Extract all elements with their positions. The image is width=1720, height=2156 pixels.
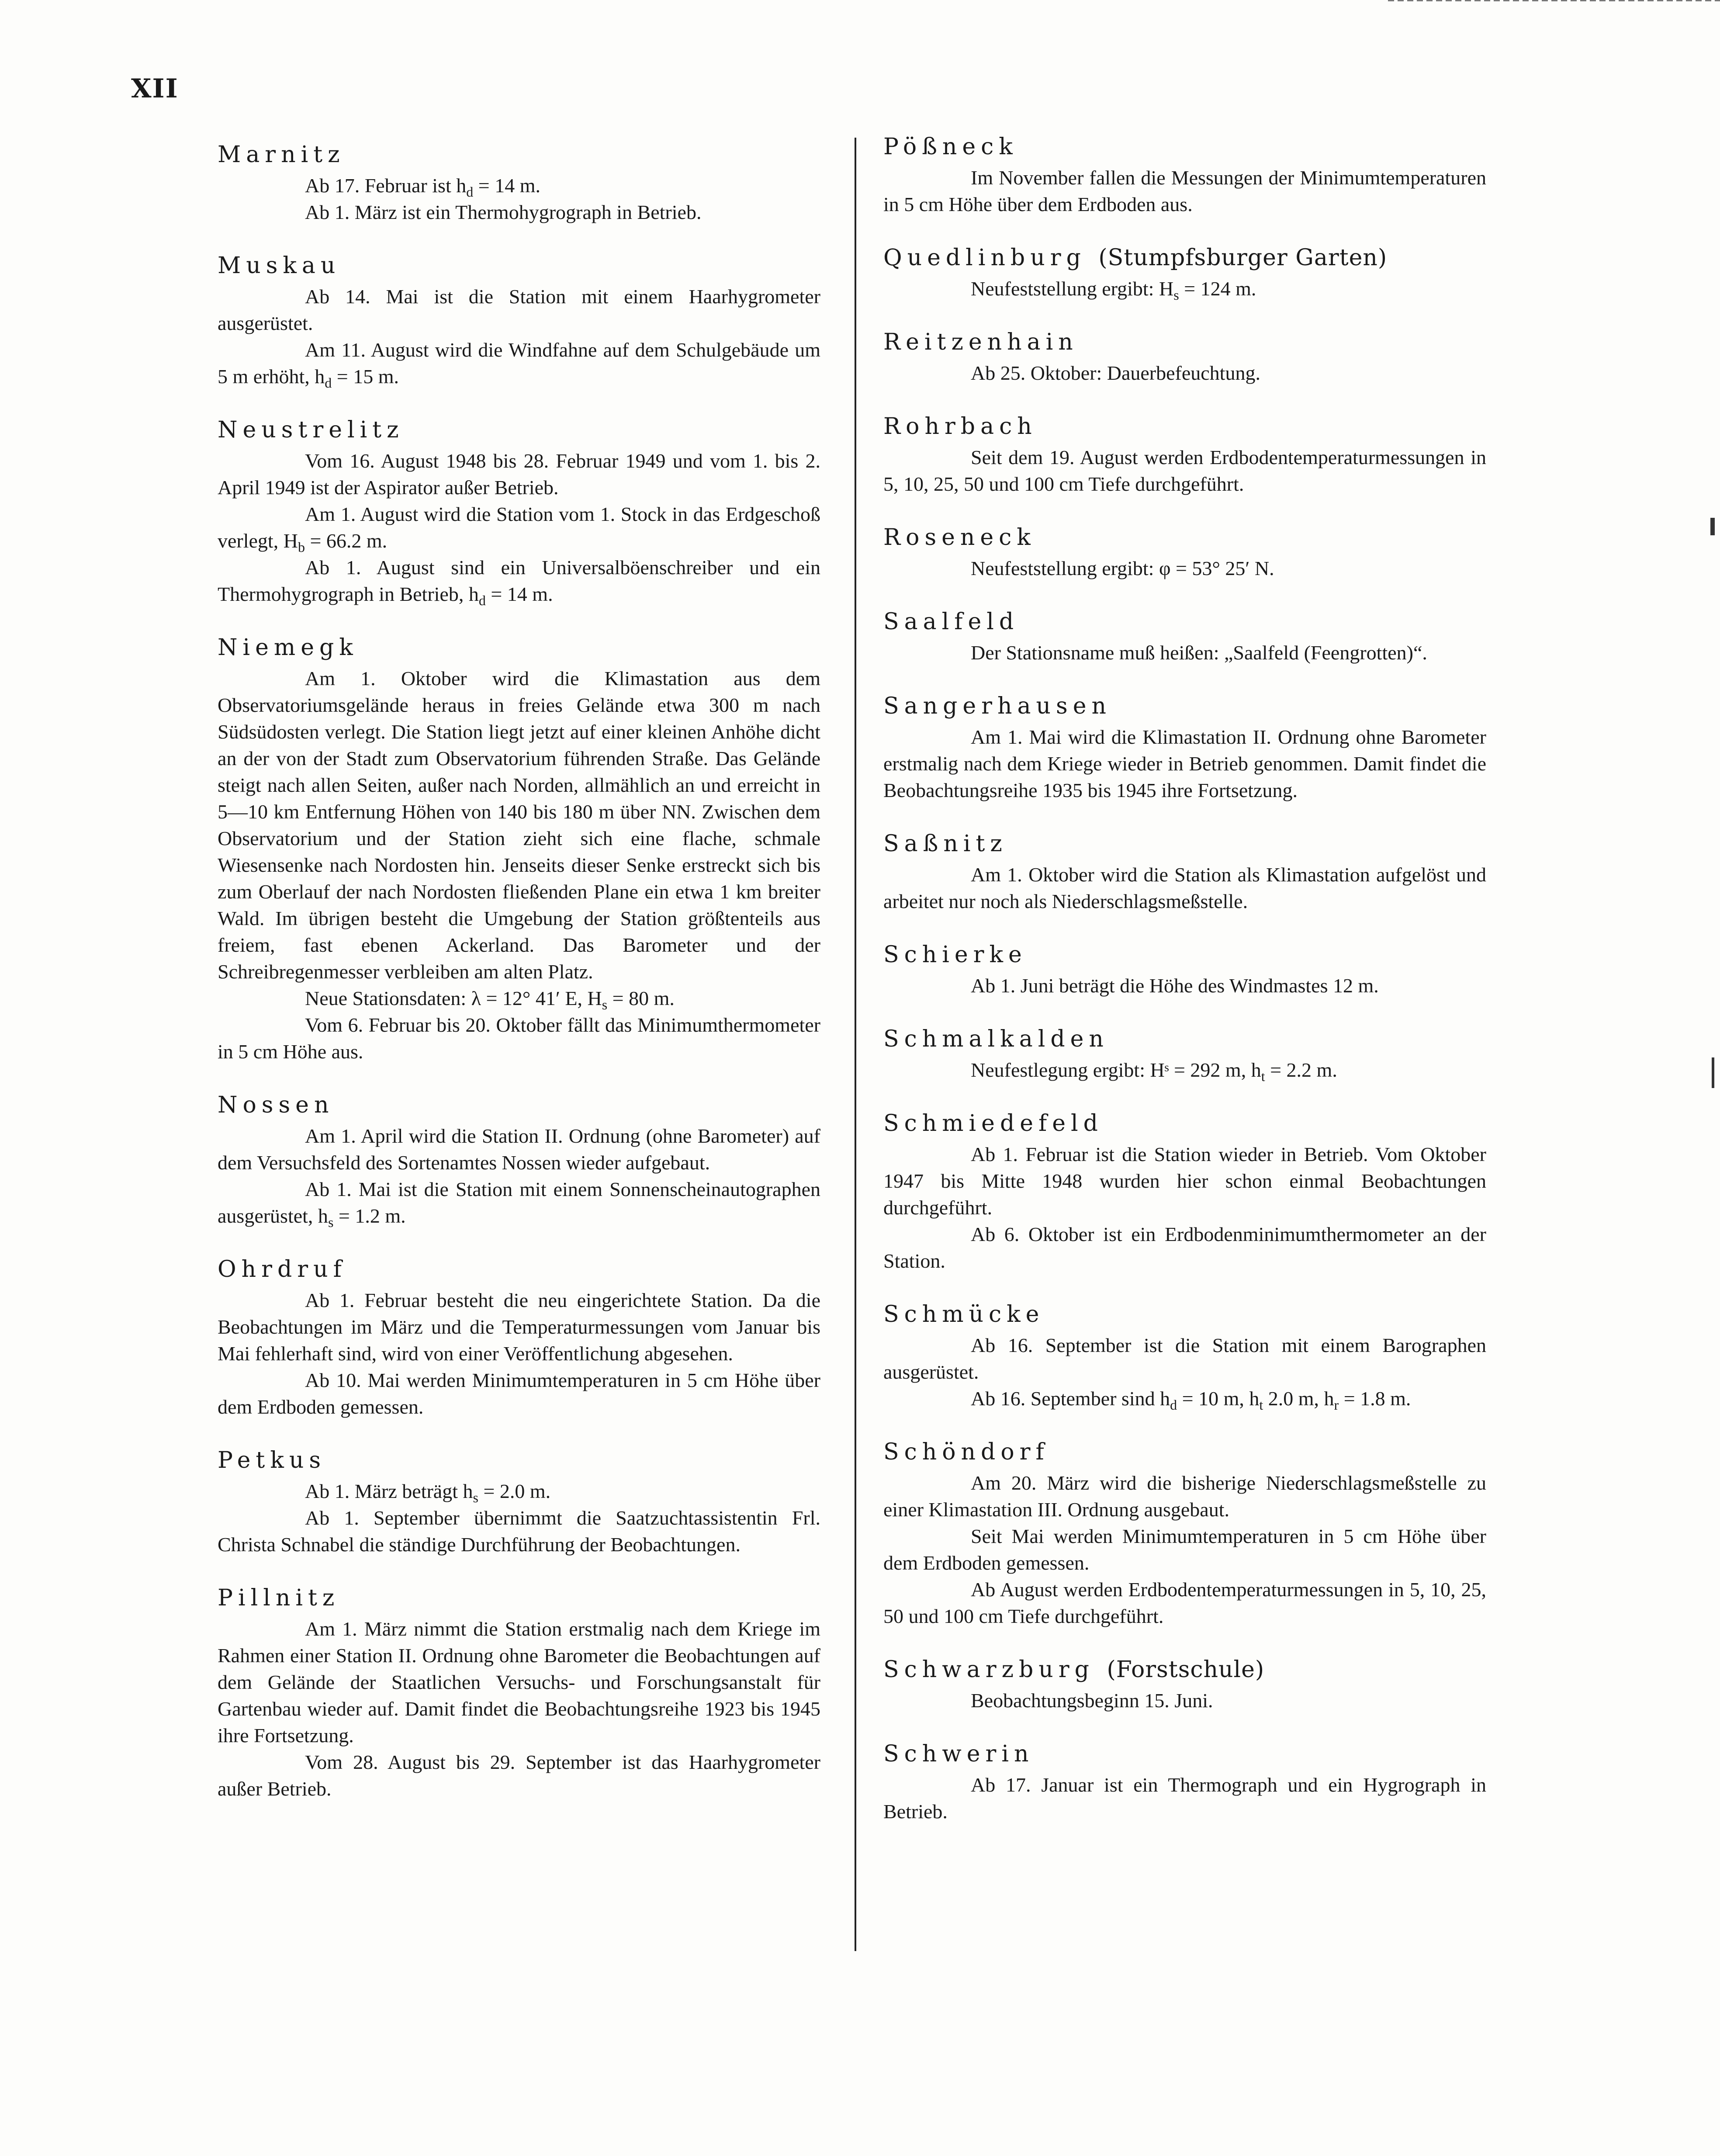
station-note: Am 1. April wird die Station II. Ordnung (ohne Barometer) auf dem Versuchsfeld des Sortenamtes Nossen wieder aufgebaut. [218,1125,820,1174]
station-name: Reitzenhain [883,329,1078,355]
station-name: Neustrelitz [218,417,404,443]
station-note: Ab 25. Oktober: Dauerbefeuchtung. [971,362,1260,384]
station-entry [883,690,1486,804]
station-heading [883,828,1486,860]
station-heading [883,1299,1486,1330]
station-heading [883,1108,1486,1139]
column-divider [855,138,856,1951]
station-note: Am 1. Oktober wird die Station als Klimastation aufgelöst und arbeitet nur noch als Niederschlagsmeßstelle. [883,863,1486,912]
station-entry [883,1436,1486,1629]
station-note: Der Stationsname muß heißen: „Saalfeld (Feengrotten)“. [971,641,1427,664]
station-heading [218,1254,820,1285]
station-heading [883,606,1486,638]
station-heading [883,411,1486,442]
station-name: Schöndorf [883,1439,1049,1465]
station-entry [883,1299,1486,1412]
station-name: Schwerin [883,1741,1034,1767]
station-name: Schierke [883,942,1027,968]
station-note: Neue Stationsdaten: λ = 12° 41′ E, $H_s = 80$ m. [305,987,675,1013]
station-name: Rohrbach [883,413,1037,440]
station-note: Ab 16. September sind $h_d = 10$ m, $h_t$ 2.0 m, $h_r = 1.8$ m. [971,1387,1411,1413]
station-entry [883,411,1486,497]
margin-mark [1710,518,1715,535]
station-suffix: (Stumpfsburger Garten) [1098,245,1388,271]
station-entry [883,1108,1486,1274]
station-heading [218,632,820,663]
station-heading [218,414,820,446]
station-name: Saßnitz [883,831,1007,857]
station-note: Am 1. März nimmt die Station erstmalig nach dem Kriege im Rahmen einer Station II. Ordnung ohne Barometer die Beobachtungen auf dem Gelände der Staatlichen Versuchs- und Forschungsanstalt für Gartenbau wieder auf. Damit findet die Beobachtungsreihe 1923 bis 1945 ihre Fortsetzung. [218,1618,820,1747]
station-heading [883,1654,1486,1685]
station-note: Ab 1. Mai ist die Station mit einem Sonnenscheinautographen ausgerüstet, $h_s = 1.2$ m. [218,1178,820,1231]
station-entry [218,250,820,390]
station-note: Beobachtungsbeginn 15. Juni. [971,1689,1213,1712]
station-heading [218,1089,820,1121]
station-note: Ab 1. August sind ein Universalböenschreiber und ein Thermohygrograph in Betrieb, $h_d = 14$ m. [218,556,820,609]
station-entry [218,1582,820,1802]
station-suffix: (Forstschule) [1107,1657,1265,1683]
station-note: Im November fallen die Messungen der Minimumtemperaturen in 5 cm Höhe über dem Erdboden aus. [883,166,1486,215]
station-note: Ab 1. Februar besteht die neu eingerichtete Station. Da die Beobachtungen im März und die Temperaturmessungen vom Januar bis Mai fehlerhaft sind, wird von einer Veröffentlichung abgesehen. [218,1289,820,1365]
station-entry [883,1738,1486,1825]
station-note: Ab 1. Februar ist die Station wieder in Betrieb. Vom Oktober 1947 bis Mitte 1948 wurden hier schon einmal Beobachtungen durchgeführt. [883,1143,1486,1219]
station-note: Ab 17. Januar ist ein Thermograph und ein Hygrograph in Betrieb. [883,1774,1486,1823]
station-note: Am 1. Mai wird die Klimastation II. Ordnung ohne Barometer erstmalig nach dem Kriege wieder in Betrieb genommen. Damit findet die Beobachtungsreihe 1935 bis 1945 ihre Fortsetzung. [883,726,1486,801]
station-entry [218,1254,820,1420]
station-note: Neufeststellung ergibt: φ = 53° 25′ N. [971,557,1274,579]
station-name: Schwarzburg [883,1657,1094,1683]
station-note: Ab 1. März ist ein Thermohygrograph in Betrieb. [305,201,702,223]
station-note: Ab 14. Mai ist die Station mit einem Haarhygrometer ausgerüstet. [218,285,820,334]
station-name: Ohrdruf [218,1256,347,1283]
station-note: Neufeststellung ergibt: $H_s = 124$ m. [971,277,1256,303]
station-note: Ab 16. September ist die Station mit einem Barographen ausgerüstet. [883,1334,1486,1383]
scan-edge-line [1388,0,1720,1]
station-note: Ab 17. Februar ist $h_d = 14$ m. [305,174,540,200]
station-name: Pößneck [883,134,1018,160]
station-name: Schmiedefeld [883,1110,1103,1137]
station-heading [883,131,1486,163]
station-name: Petkus [218,1447,326,1473]
station-entry [218,1445,820,1558]
right-column [883,131,1486,1849]
station-heading [883,1436,1486,1468]
station-entry [883,939,1486,999]
station-note: Neufestlegung ergibt: Hˢ = 292 m, $h_t = 2.2$ m. [971,1059,1337,1085]
station-name: Quedlinburg [883,245,1086,271]
station-note: Ab 1. März beträgt $h_s = 2.0$ m. [305,1480,551,1506]
margin-mark [1712,1057,1714,1088]
station-entry [218,1089,820,1229]
station-name: Muskau [218,253,341,279]
station-heading [883,242,1486,274]
station-entry [218,632,820,1065]
station-name: Roseneck [883,524,1036,551]
station-heading [218,1445,820,1476]
station-note: Am 11. August wird die Windfahne auf dem Schulgebäude um 5 m erhöht, $h_d = 15$ m. [218,339,820,391]
station-name: Sangerhausen [883,693,1111,719]
station-heading [883,690,1486,722]
station-heading [883,522,1486,553]
station-name: Marnitz [218,142,345,168]
station-note: Ab 6. Oktober ist ein Erdbodenminimumthermometer an der Station. [883,1223,1486,1272]
station-note: Vom 28. August bis 29. September ist das Haarhygrometer außer Betrieb. [218,1751,820,1800]
page-number: XII [131,73,179,104]
station-name: Saalfeld [883,609,1019,635]
station-note: Vom 16. August 1948 bis 28. Februar 1949 und vom 1. bis 2. April 1949 ist der Aspirator außer Betrieb. [218,450,820,499]
station-note: Ab August werden Erdbodentemperaturmessungen in 5, 10, 25, 50 und 100 cm Tiefe durchgeführt. [883,1578,1486,1627]
station-note: Vom 6. Februar bis 20. Oktober fällt das Minimumthermometer in 5 cm Höhe aus. [218,1014,820,1063]
station-heading [883,326,1486,358]
station-entry [218,414,820,607]
station-note: Ab 1. Juni beträgt die Höhe des Windmastes 12 m. [971,974,1379,997]
station-heading [883,1738,1486,1770]
station-note: Am 1. Oktober wird die Klimastation aus dem Observatoriumsgelände heraus in freies Gelände etwa 300 m nach Südsüdosten verlegt. Die Station liegt jetzt auf einer kleinen Anhöhe dicht an der von der Stadt zum Observatorium führenden Straße. Das Gelände steigt nach allen Seiten, außer nach Norden, allmählich an und erreicht in 5—10 km Entfernung Höhen von 140 bis 180 m über NN. Zwischen dem Observatorium und der Station zieht sich eine flache, schmale Wiesensenke nach Nordosten hin. Jenseits dieser Senke erstreckt sich bis zum Oberlauf der nach Nordosten fließenden Plane ein etwa 1 km breiter Wald. Im übrigen besteht die Umgebung der Station größtenteils aus freiem, fast ebenen Ackerland. Das Barometer und der Schreibregenmesser verbleiben am alten Platz. [218,667,820,983]
station-note: Ab 1. September übernimmt die Saatzuchtassistentin Frl. Christa Schnabel die ständige Durchführung der Beobachtungen. [218,1507,820,1556]
station-entry [883,606,1486,666]
station-name: Pillnitz [218,1585,340,1611]
station-heading [218,1582,820,1614]
station-name: Schmücke [883,1301,1045,1328]
station-entry [218,139,820,225]
station-heading [883,1023,1486,1055]
station-name: Schmalkalden [883,1026,1109,1052]
station-entry [883,326,1486,386]
station-entry [883,242,1486,302]
station-note: Seit dem 19. August werden Erdbodentemperaturmessungen in 5, 10, 25, 50 und 100 cm Tiefe durchgeführt. [883,446,1486,495]
station-name: Nossen [218,1092,334,1118]
station-name: Niemegk [218,634,358,661]
station-entry [883,828,1486,915]
station-entry [883,131,1486,218]
station-note: Am 1. August wird die Station vom 1. Stock in das Erdgeschoß verlegt, $H_b = 66.2$ m. [218,503,820,555]
station-heading [883,939,1486,971]
station-note: Ab 10. Mai werden Minimumtemperaturen in 5 cm Höhe über dem Erdboden gemessen. [218,1369,820,1418]
station-entry [883,1654,1486,1714]
station-note: Am 20. März wird die bisherige Niederschlagsmeßstelle zu einer Klimastation III. Ordnung ausgebaut. [883,1472,1486,1521]
station-entry [883,522,1486,582]
left-column [218,139,820,1827]
station-note: Seit Mai werden Minimumtemperaturen in 5 cm Höhe über dem Erdboden gemessen. [883,1525,1486,1574]
station-heading [218,139,820,170]
station-entry [883,1023,1486,1083]
station-heading [218,250,820,281]
